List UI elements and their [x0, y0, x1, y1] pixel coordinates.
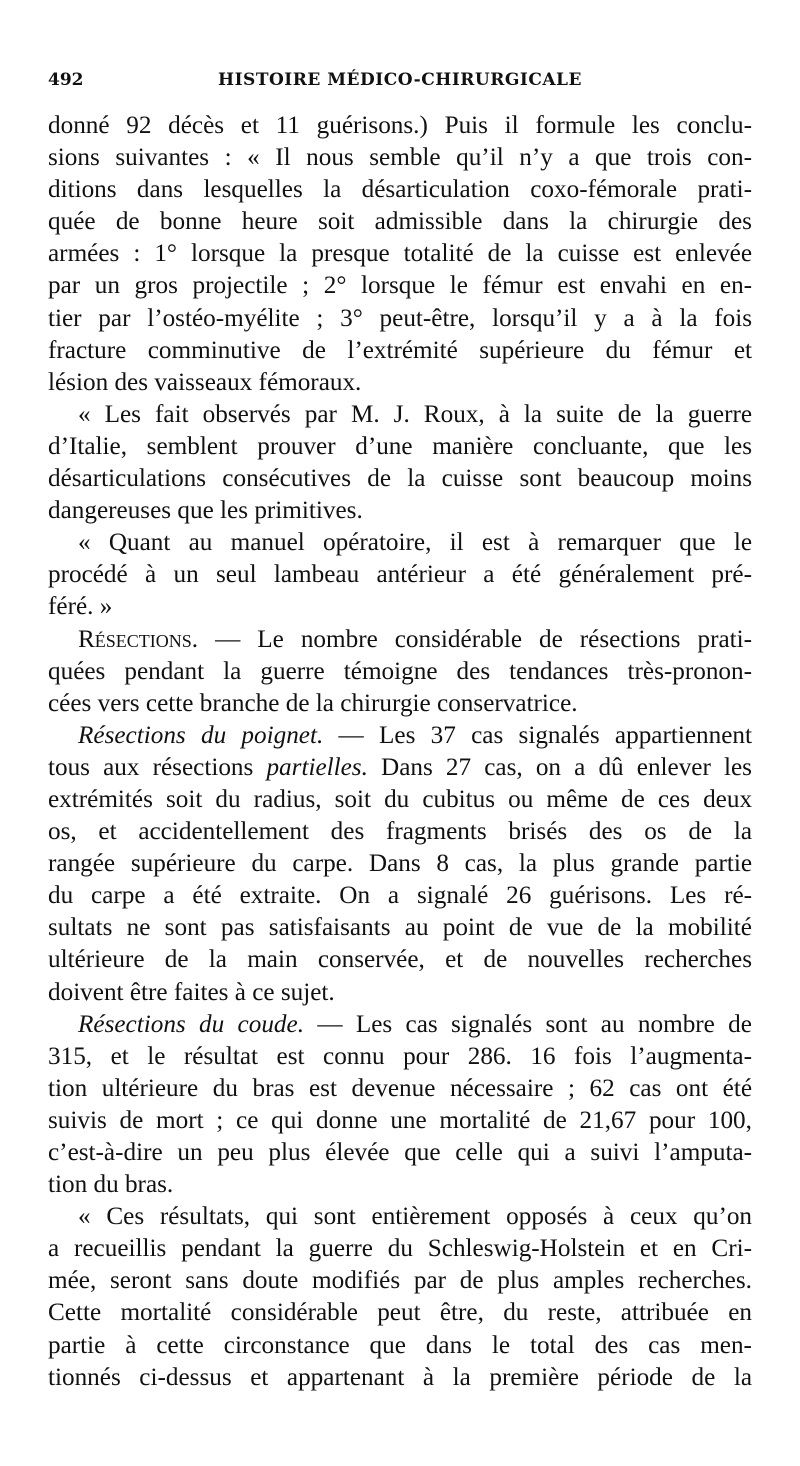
text-line: extrémités soit du radius, soit du cubitus ou même de ces deux [48, 785, 753, 813]
text-line: tous aux résections partielles. Dans 27 cas, on a dû enlever les [48, 753, 752, 781]
text-line: tier par l’ostéo-myélite ; 3° peut-être, lorsqu’il y a à la fois [48, 304, 753, 332]
subsection-heading: Résections du coude. [78, 1010, 304, 1038]
text-line: partie à cette circonstance que dans le total des cas men- [48, 1331, 752, 1359]
subsection-heading: Résections du poignet. [78, 721, 324, 749]
text-line: féré. » [48, 593, 113, 621]
text-line: mée, seront sans doute modifiés par de plus amples recherches. [48, 1267, 752, 1295]
text-line: « Ces résultats, qui sont entièrement opposés à ceux qu’on [78, 1203, 753, 1231]
document-page [48, 64, 752, 1444]
text-line: par un gros projectile ; 2° lorsque le fémur est envahi en en- [48, 272, 753, 300]
text-line: tion ultérieure du bras est devenue nécessaire ; 62 cas ont été [48, 1074, 752, 1102]
text-line: cées vers cette branche de la chirurgie conservatrice. [48, 689, 578, 717]
text-line: dangereuses que les primitives. [48, 497, 363, 525]
text-line: d’Italie, semblent prouver d’une manière concluante, que les [48, 432, 753, 460]
text-line: 315, et le résultat est connu pour 286. 16 fois l’augmenta- [48, 1042, 752, 1070]
text-line: désarticulations consécutives de la cuisse sont beaucoup moins [48, 465, 753, 493]
text-line: donné 92 décès et 11 guérisons.) Puis il formule les conclu- [48, 112, 753, 139]
section-heading-line: Résections. — Le nombre considérable de résections prati- [78, 625, 753, 653]
text-line: ultérieure de la main conservée, et de nouvelles recherches [48, 946, 752, 974]
text-line: c’est-à-dire un peu plus élevée que celle qui a suivi l’amputa- [48, 1139, 753, 1166]
text-line: tionnés ci-dessus et appartenant à la première période de la [48, 1363, 753, 1391]
text-line: a recueillis pendant la guerre du Schleswig-Holstein et en Cri- [48, 1235, 752, 1263]
text-line: os, et accidentellement des fragments brisés des os de la [48, 818, 753, 846]
subsection-heading-line: Résections du coude. — Les cas signalés sont au nombre de [78, 1010, 752, 1038]
page-number: 492 [48, 70, 84, 90]
text-line: tion du bras. [48, 1171, 174, 1199]
text-line: sultats ne sont pas satisfaisants au point de vue de la mobilité [48, 914, 752, 942]
section-heading: Résections. [78, 625, 199, 653]
text-line: « Quant au manuel opératoire, il est à remarquer que le [78, 529, 752, 557]
text-line: rangée supérieure du carpe. Dans 8 cas, la plus grande partie [48, 850, 753, 878]
text-line: doivent être faites à ce sujet. [48, 978, 335, 1006]
text-line: quée de bonne heure soit admissible dans la chirurgie des [48, 208, 752, 236]
page-header [48, 64, 752, 104]
text-line: du carpe a été extraite. On a signalé 26 guérisons. Les ré- [48, 882, 753, 910]
text-line: armées : 1° lorsque la presque totalité de la cuisse est enlevée [48, 240, 753, 268]
running-title: HISTOIRE MÉDICO-CHIRURGICALE [218, 70, 582, 90]
text-line: Cette mortalité considérable peut être, du reste, attribuée en [48, 1299, 752, 1327]
text-line: fracture comminutive de l’extrémité supérieure du fémur et [48, 336, 752, 364]
text-line: quées pendant la guerre témoigne des tendances très-pronon- [48, 657, 753, 685]
text-line: lésion des vaisseaux fémoraux. [48, 368, 362, 396]
text-line: sions suivantes : « Il nous semble qu’il n’y a que trois con- [48, 144, 752, 172]
text-line: suivis de mort ; ce qui donne une mortalité de 21,67 pour 100, [48, 1106, 752, 1134]
text-line: « Les fait observés par M. J. Roux, à la suite de la guerre [78, 400, 753, 428]
subsection-heading-line: Résections du poignet. — Les 37 cas signalés appartiennent [78, 721, 752, 749]
body-text [48, 110, 752, 1394]
text-line: procédé à un seul lambeau antérieur a été généralement pré- [48, 561, 752, 589]
text-line: ditions dans lesquelles la désarticulation coxo-fémorale prati- [48, 176, 752, 204]
